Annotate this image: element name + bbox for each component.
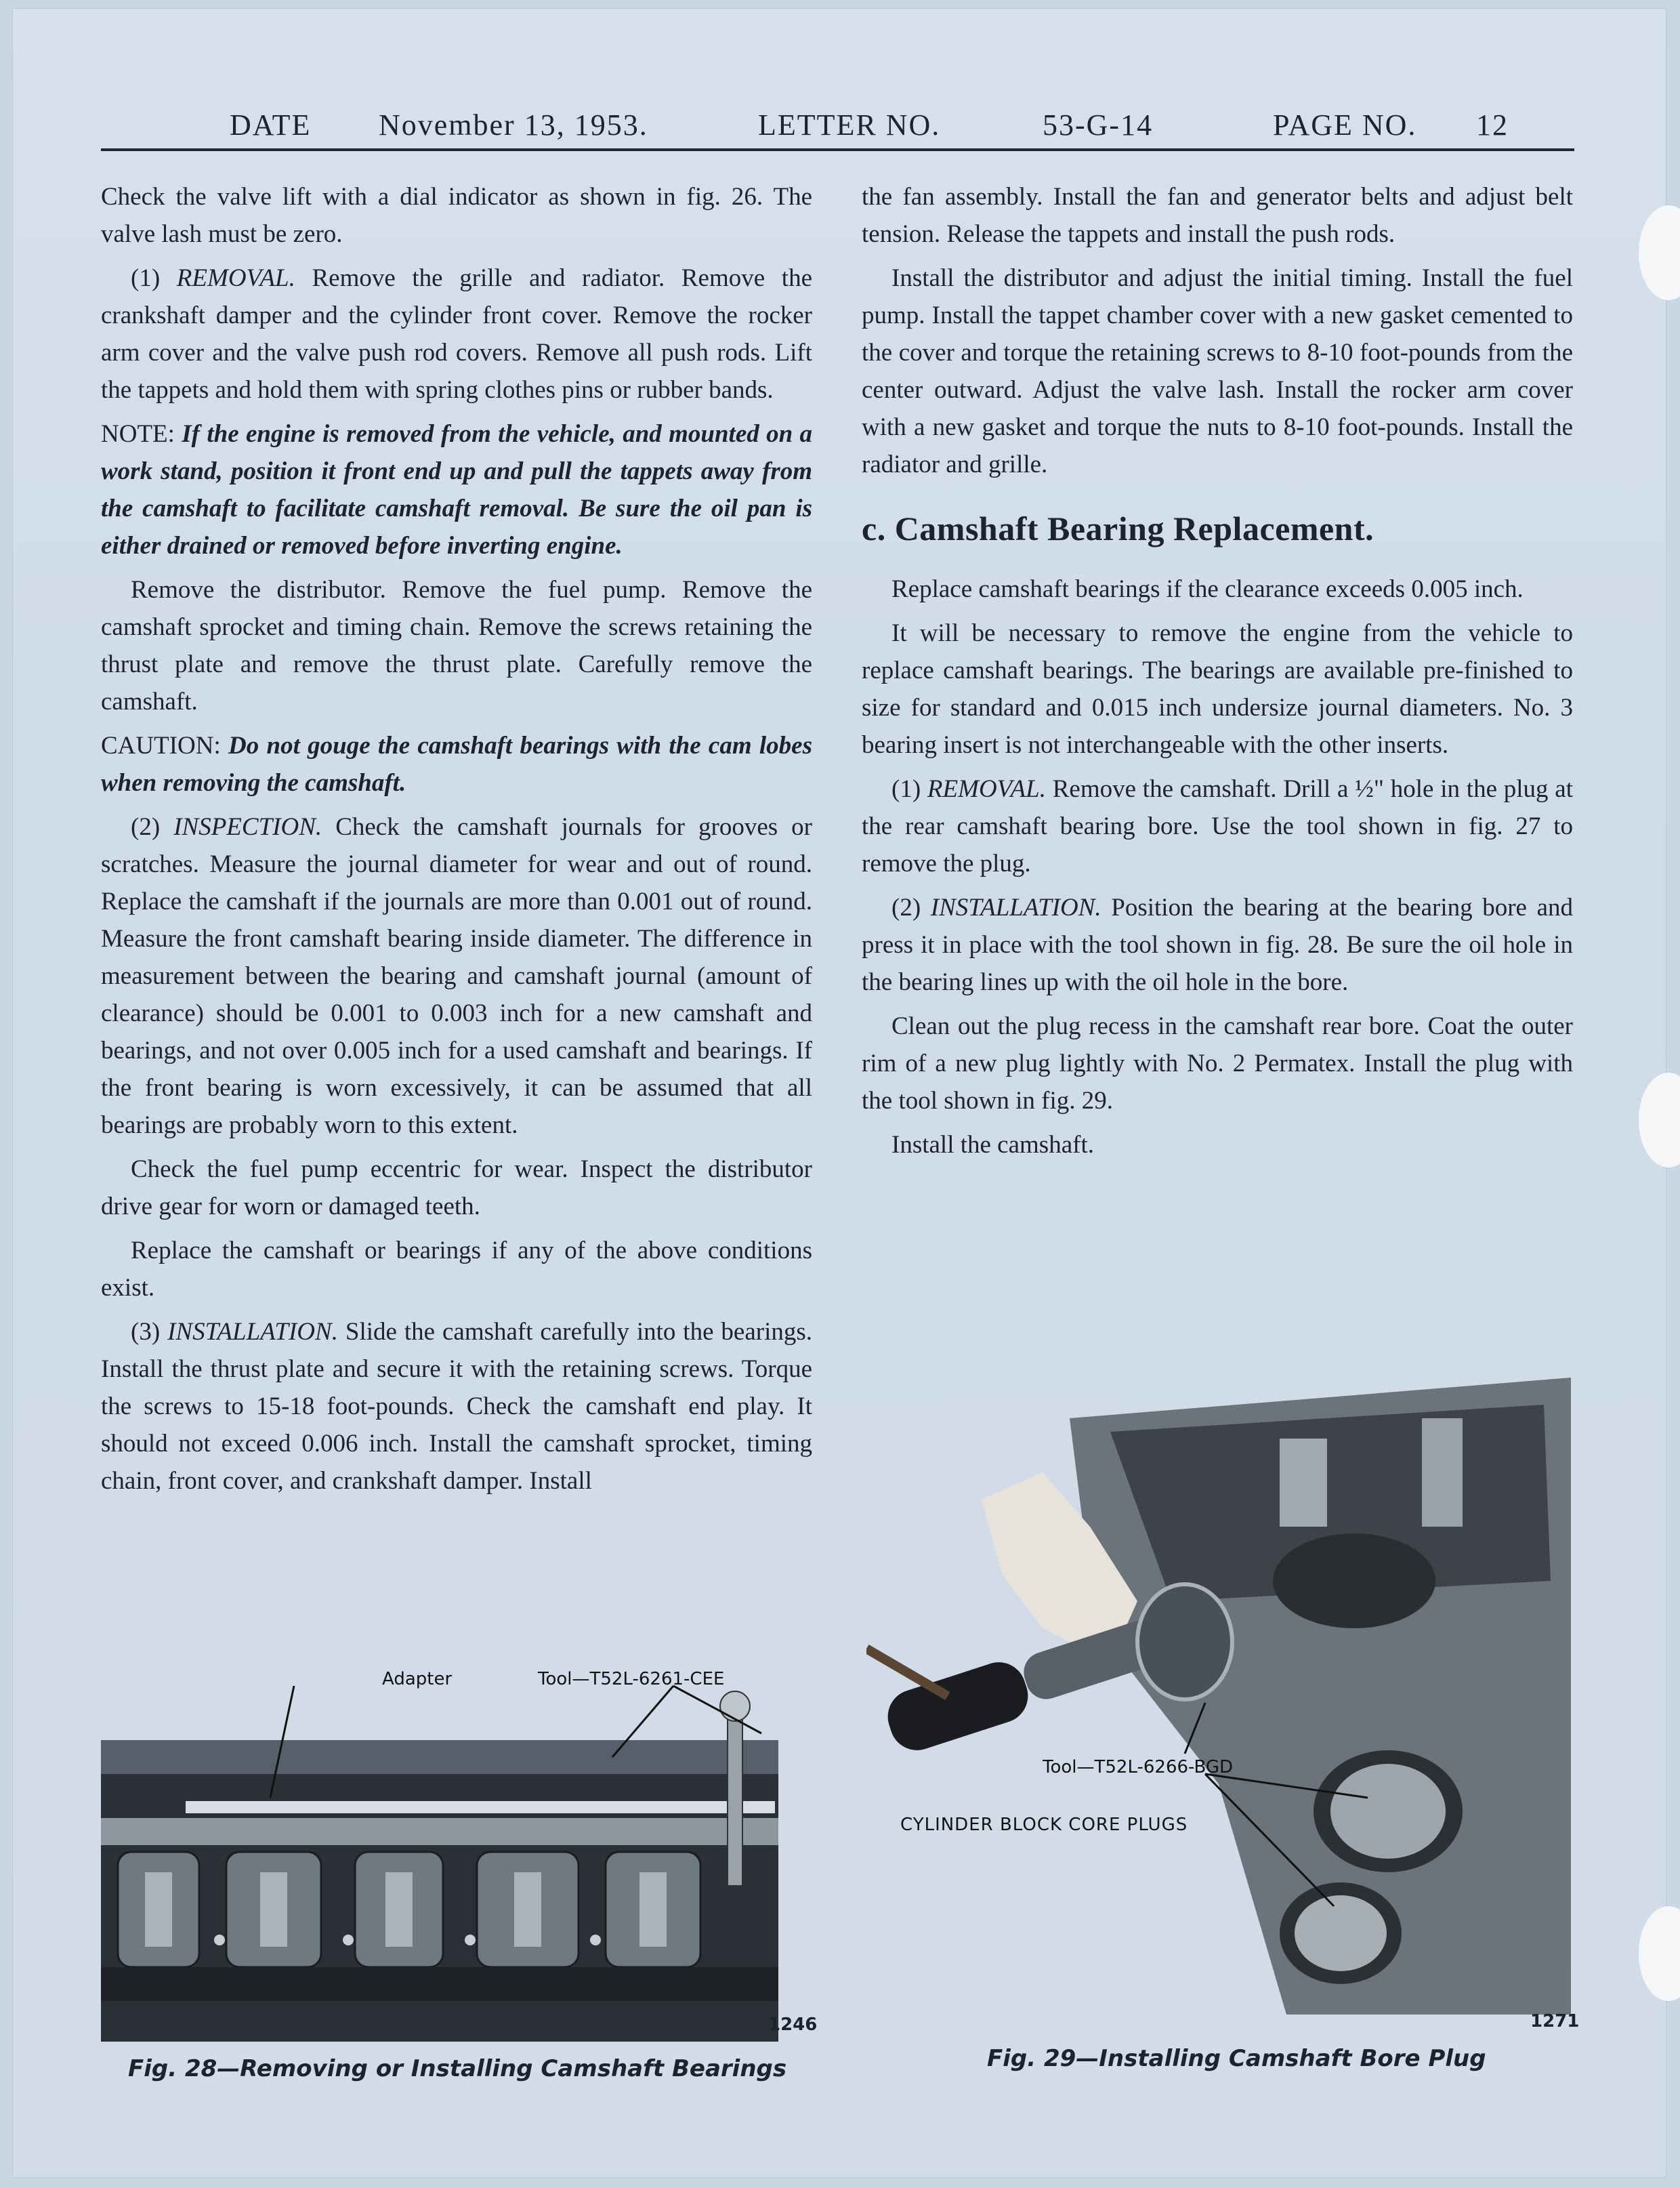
letter-header [101, 104, 1574, 151]
step-text: Slide the camshaft carefully into the bearings. Install the thrust plate and secure it with the retaining screws. Torque the screws to 15-18 foot-pounds. Check the camshaft end play. It should not exceed 0.006 inch. Install the camshaft sprocket, timing chain, front cover, and crankshaft damper. Install [101, 1318, 813, 1495]
step-number: (1) [131, 264, 161, 292]
figure-29-photo [866, 1378, 1584, 2028]
step-number: (1) [891, 775, 921, 803]
letter-value: 53-G-14 [1043, 108, 1154, 142]
step-heading: INSTALLATION. [167, 1318, 338, 1346]
paragraph: Remove the distributor. Remove the fuel pump. Remove the camshaft sprocket and timing chain. Remove the screws retaining the thrust plate and remove the thrust plate. Carefully remove the camshaft. [101, 576, 812, 716]
date-label: DATE [230, 108, 312, 142]
page-label: PAGE NO. [1273, 108, 1417, 142]
installation-paragraph [862, 889, 1573, 1001]
paragraph: Check the valve lift with a dial indicator as shown in fig. 26. The valve lash must be zero. [101, 183, 812, 248]
step-heading: INSPECTION. [173, 813, 322, 841]
removal-paragraph [101, 260, 812, 409]
caution-label: CAUTION: [101, 732, 221, 760]
step-heading: REMOVAL. [927, 775, 1046, 803]
figure-29-caption: Fig. 29—Installing Camshaft Bore Plug [987, 2045, 1486, 2072]
paragraph: Clean out the plug recess in the camshaft rear bore. Coat the outer rim of a new plug lightly with No. 2 Permatex. Install the plug with the tool shown in fig. 29. [862, 1012, 1573, 1115]
caution-text: Do not gouge the camshaft bearings with the cam lobes when removing the camshaft. [101, 732, 812, 797]
step-heading: REMOVAL. [176, 264, 295, 292]
step-heading: INSTALLATION. [930, 894, 1101, 922]
note-paragraph [101, 415, 812, 564]
paragraph: the fan assembly. Install the fan and generator belts and adjust belt tension. Release the tappets and install the push rods. [862, 183, 1573, 248]
step-number: (2) [891, 894, 921, 922]
figure-28 [91, 1669, 822, 2048]
paragraph: Replace the camshaft or bearings if any of the above conditions exist. [101, 1237, 812, 1302]
installation-paragraph [101, 1313, 812, 1500]
figure-number: 1246 [768, 2015, 818, 2035]
note-label: NOTE: [101, 420, 175, 448]
right-column [862, 178, 1573, 1170]
binder-hole-middle [1639, 1073, 1680, 1168]
step-text: Remove the camshaft. Drill a ½" hole in the plug at the rear camshaft bearing bore. Use the tool shown in fig. 27 to remove the plug. [862, 775, 1573, 878]
binder-hole-top [1639, 205, 1680, 300]
figure-28-caption: Fig. 28—Removing or Installing Camshaft Bearings [128, 2055, 787, 2082]
step-number: (3) [131, 1318, 161, 1346]
date-value: November 13, 1953. [379, 108, 648, 142]
removal-paragraph [862, 770, 1573, 882]
page-value: 12 [1476, 108, 1509, 142]
paragraph: Install the camshaft. [891, 1131, 1094, 1159]
step-text: Remove the grille and radiator. Remove the crankshaft damper and the cylinder front cover. Remove the rocker arm cover and the valve push rod covers. Remove all push rods. Lift the tappets and hold them with spring clothes pins or rubber bands. [101, 264, 813, 404]
paragraph: Install the distributor and adjust the initial timing. Install the fuel pump. Install the tappet chamber cover with a new gasket cemented to the cover and torque the retaining screws to 8-10 foot-pounds from the center outward. Adjust the valve lash. Install the rocker arm cover with a new gasket and torque the nuts to 8-10 foot-pounds. Install the radiator and grille. [862, 264, 1573, 478]
step-text: Position the bearing at the bearing bore and press it in place with the tool shown in fig. 28. Be sure the oil hole in the bearing lines up with the oil hole in the bore. [862, 894, 1573, 996]
figure-number: 1271 [1530, 2011, 1580, 2028]
section-heading: c. Camshaft Bearing Replacement. [862, 510, 1374, 548]
step-text: Check the camshaft journals for grooves or scratches. Measure the journal diameter for wear and out of round. Replace the camshaft if the journals are more than 0.001 out of round. Measure the front camshaft bearing inside diameter. The difference in measurement between the bearing and camshaft journal (amount of clearance) should be 0.001 to 0.003 inch for a new camshaft and bearings, and not over 0.005 inch for a used camshaft and bearings. If the front bearing is worn excessively, it can be assumed that all bearings are probably worn to this extent. [101, 813, 813, 1139]
tool-label: Tool—T52L-6266-BGD [1043, 1757, 1234, 1777]
page [12, 8, 1666, 2178]
binder-hole-bottom [1639, 1906, 1680, 2001]
left-column [101, 178, 812, 1506]
inspection-paragraph [101, 808, 812, 1144]
core-plugs-label: CYLINDER BLOCK CORE PLUGS [900, 1815, 1188, 1835]
caution-paragraph [101, 727, 812, 802]
letter-label: LETTER NO. [758, 108, 941, 142]
paragraph: Check the fuel pump eccentric for wear. Inspect the distributor drive gear for worn or damaged teeth. [101, 1155, 812, 1220]
paragraph: It will be necessary to remove the engine from the vehicle to replace camshaft bearings. The bearings are available pre-finished to size for standard and 0.015 inch undersize journal diameters. No. 3 bearing insert is not interchangeable with the other inserts. [862, 619, 1573, 759]
note-text: If the engine is removed from the vehicle, and mounted on a work stand, position it front end up and pull the tappets away from the camshaft to facilitate camshaft removal. Be sure the oil pan is either drained or removed before inverting engine. [101, 420, 813, 560]
figure-29 [866, 1378, 1584, 2028]
paragraph: Replace camshaft bearings if the clearance exceeds 0.005 inch. [891, 575, 1524, 603]
tool-label: Tool—T52L-6261-CEE [538, 1669, 725, 1689]
adapter-label: Adapter [382, 1669, 453, 1689]
figure-28-photo [91, 1669, 822, 2048]
step-number: (2) [131, 813, 161, 841]
